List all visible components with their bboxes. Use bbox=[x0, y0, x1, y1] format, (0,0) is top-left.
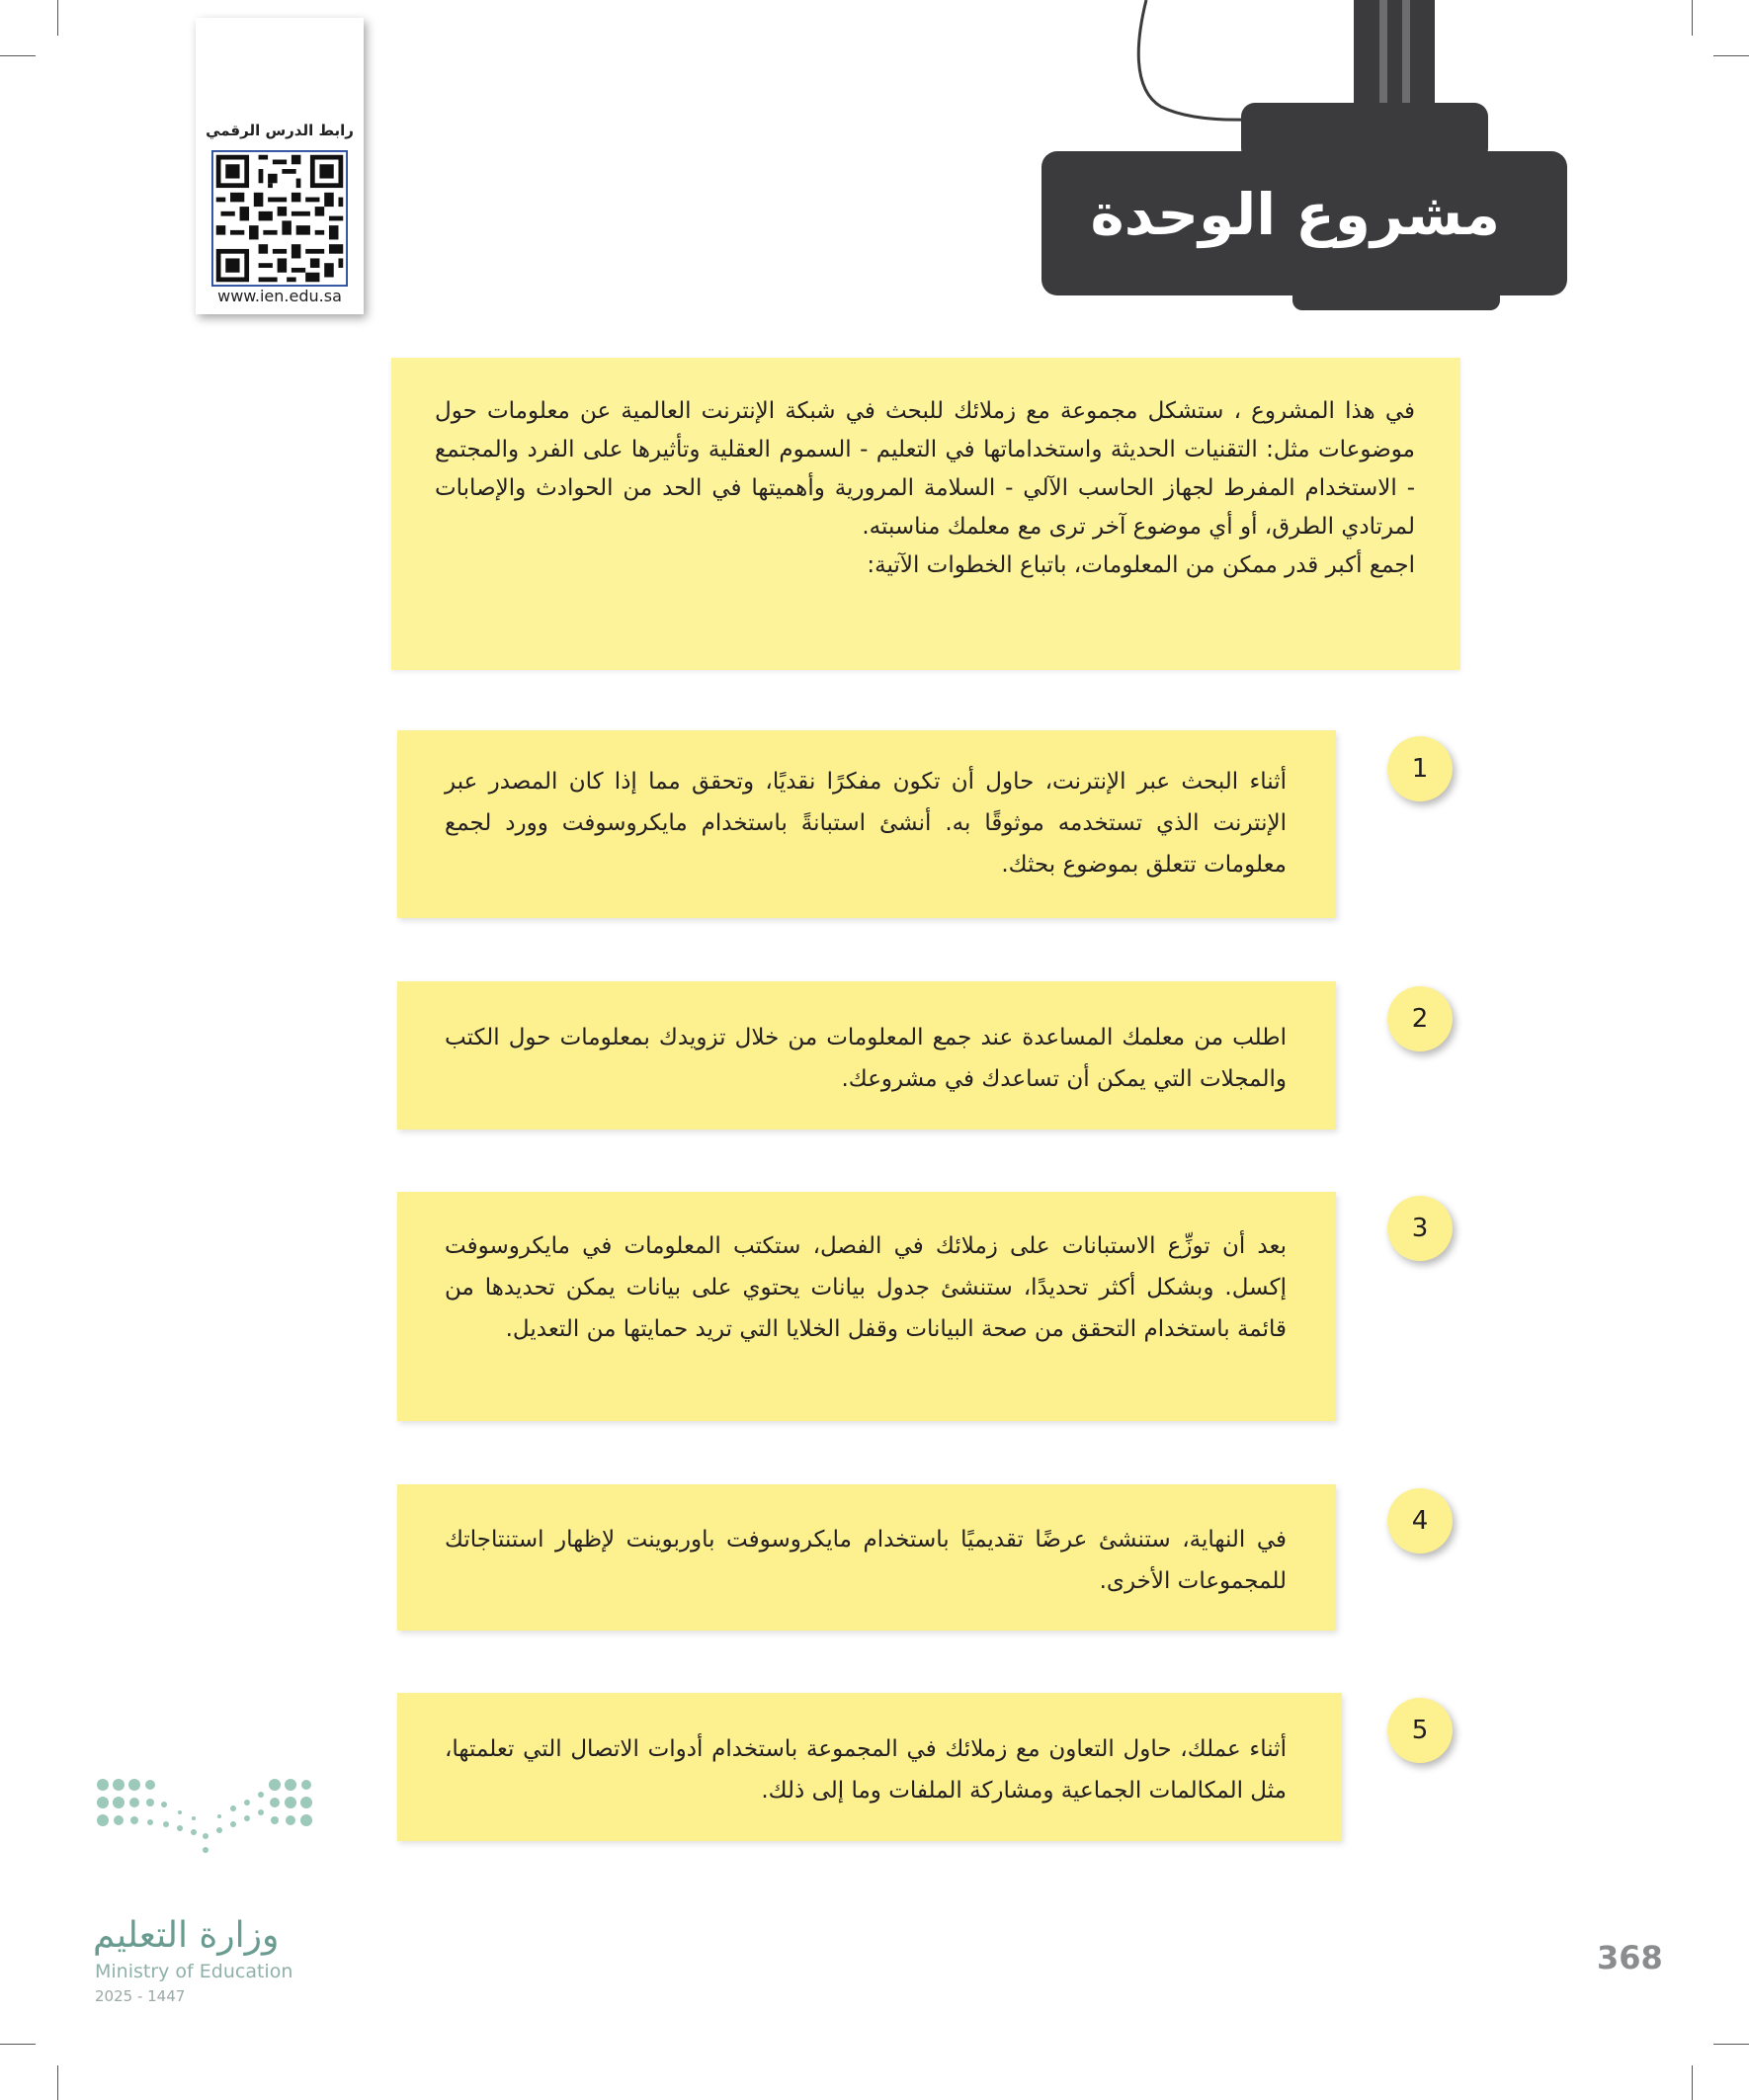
crop-mark bbox=[1692, 2065, 1693, 2100]
digital-lesson-qr-card[interactable] bbox=[196, 18, 364, 314]
step-number-badge: 2 bbox=[1387, 986, 1453, 1051]
crop-mark bbox=[57, 2065, 58, 2100]
crop-mark bbox=[57, 0, 58, 36]
step-number-badge: 4 bbox=[1387, 1488, 1453, 1554]
crop-mark bbox=[1713, 55, 1749, 56]
intro-paragraph: في هذا المشروع ، ستشكل مجموعة مع زملائك للبحث في شبكة الإنترنت العالمية عن معلومات حول موضوعات مثل: التقنيات الحديثة واستخداماتها في التعليم - السموم العقلية وتأثيرها على الفرد والمجتمع - الاستخدام المفرط لجهاز الحاسب الآلي - السلامة المرورية وأهميتها في الحد من الحوادث والإصابات لمرتادي الطرق، أو أي موضوع آخر ترى مع معلمك مناسبته. bbox=[435, 398, 1415, 540]
step-text: بعد أن توزِّع الاستبانات على زملائك في الفصل، ستكتب المعلومات في مايكروسوفت إكسل. وبشكل أكثر تحديدًا، ستنشئ جدول بيانات يحتوي على بيانات يمكن تحديدها من قائمة باستخدام التحقق من صحة البيانات وقفل الخلايا التي تريد حمايتها من التعديل. bbox=[445, 1233, 1287, 1342]
intro-text bbox=[435, 392, 1415, 585]
crop-mark bbox=[0, 2044, 36, 2045]
page-number: 368 bbox=[1597, 1939, 1663, 1976]
ministry-name-arabic: وزارة التعليم bbox=[93, 1915, 280, 1956]
crop-mark bbox=[1692, 0, 1693, 36]
step-text: اطلب من معلمك المساعدة عند جمع المعلومات من خلال تزويدك بمعلومات حول الكتب والمجلات التي يمكن أن تساعدك في مشروعك. bbox=[445, 1025, 1287, 1092]
ministry-logo-icon bbox=[95, 1777, 312, 1895]
step-text: في النهاية، ستنشئ عرضًا تقديميًا باستخدام مايكروسوفت باوربوينت لإظهار استنتاجاتك للمجموعات الأخرى. bbox=[445, 1527, 1287, 1594]
ministry-name-english: Ministry of Education bbox=[95, 1961, 293, 1982]
qr-label: رابط الدرس الرقمي bbox=[206, 122, 354, 139]
qr-url[interactable]: www.ien.edu.sa bbox=[217, 287, 342, 305]
step-number-badge: 1 bbox=[1387, 736, 1453, 801]
crop-mark bbox=[1713, 2044, 1749, 2045]
step-number-badge: 5 bbox=[1387, 1698, 1453, 1763]
crop-mark bbox=[0, 55, 36, 56]
step-text: أثناء عملك، حاول التعاون مع زملائك في المجموعة باستخدام أدوات الاتصال التي تعلمتها، مثل المكالمات الجماعية ومشاركة الملفات وما إلى ذلك. bbox=[445, 1736, 1287, 1804]
intro-instruction: اجمع أكبر قدر ممكن من المعلومات، باتباع الخطوات الآتية: bbox=[867, 552, 1415, 578]
qr-code-icon[interactable] bbox=[211, 150, 348, 287]
step-text: أثناء البحث عبر الإنترنت، حاول أن تكون مفكرًا نقديًا، وتحقق مما إذا كان المصدر عبر الإنترنت الذي تستخدمه موثوقًا به. أنشئ استبانةً باستخدام مايكروسوفت وورد لجمع معلومات تتعلق بموضوع بحثك. bbox=[445, 769, 1287, 878]
step-number-badge: 3 bbox=[1387, 1196, 1453, 1261]
page-title: مشروع الوحدة bbox=[1090, 181, 1500, 248]
edition-year: 2025 - 1447 bbox=[95, 1987, 186, 2005]
